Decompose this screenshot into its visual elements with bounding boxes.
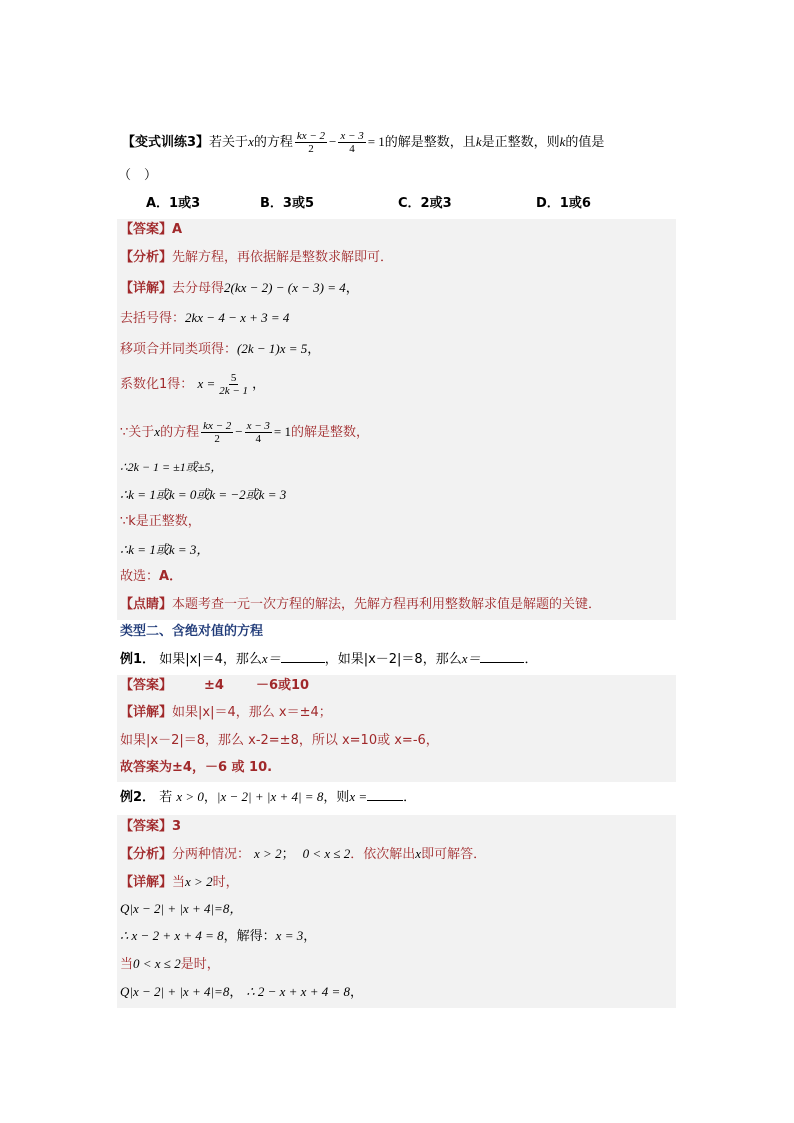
fraction: $\frac{kx - 2}{2}$ xyxy=(296,130,326,155)
blank[interactable] xyxy=(367,800,403,801)
detail-line: 【详解】去分母得2(kx − 2) − (x − 3) = 4， xyxy=(120,280,359,296)
answer-line: 【答案】A xyxy=(120,222,183,237)
fraction: $\frac{5}{2k - 1}$ xyxy=(219,372,249,397)
step-line: 移项合并同类项得：(2k − 1)x = 5， xyxy=(120,341,321,357)
fraction: $\frac{kx - 2}{2}$ xyxy=(203,420,232,445)
step-line: Q|x − 2| + |x + 4|=8， xyxy=(120,901,243,916)
blank[interactable] xyxy=(281,662,325,663)
detail-line: 故答案为±4，－6 或 10. xyxy=(120,760,273,775)
step-line: ∵k是正整数， xyxy=(120,514,201,529)
option-b: B．3或5 xyxy=(260,196,314,211)
blank[interactable] xyxy=(480,662,524,663)
detail-line: 如果|x－2|＝8，那么 x-2=±8，所以 x=10或 x=-6， xyxy=(120,733,439,748)
step-line: ∴k = 1或k = 3， xyxy=(120,542,210,557)
step-line: ∴ x − 2 + x + 4 = 8，解得：x = 3， xyxy=(120,928,317,944)
fraction: $\frac{x - 3}{4}$ xyxy=(340,130,364,155)
answer-paren: （ ） xyxy=(118,168,158,183)
example-2: 例2． 若 x > 0，|x − 2| + |x + 4| = 8，则x = ． xyxy=(120,789,417,805)
step-line: 当0 < x ≤ 2是时， xyxy=(120,956,220,972)
analysis-line: 【分析】分两种情况： x > 2； 0 < x ≤ 2．依次解出x即可解答． xyxy=(120,846,487,862)
step-line: ∴2k − 1 = ±1或±5， xyxy=(120,460,223,474)
step-line: Q|x − 2| + |x + 4|=8， ∴ 2 − x + x + 4 = 8， xyxy=(120,984,364,1000)
step-line: ∴k = 1或k = 0或k = −2或k = 3 xyxy=(120,487,287,502)
example-1: 例1． 如果|x|＝4，那么x＝ ，如果|x－2|＝8，那么x＝ ． xyxy=(120,651,538,667)
answer-line: 【答案】3 xyxy=(120,819,182,834)
choice-line: 故选：A． xyxy=(120,569,183,584)
option-c: C．2或3 xyxy=(398,196,452,211)
section-title: 类型二、含绝对值的方程 xyxy=(120,624,264,639)
analysis-line: 【分析】先解方程，再依据解是整数求解即可． xyxy=(120,250,394,265)
step-line: 系数化1得： x = $\frac{5}{2k - 1}$ ， xyxy=(120,372,266,397)
question-line: 【变式训练3】若关于x的方程 $\frac{kx - 2}{2}$ − $\frac{x - 3}{4}$ = 1的解是整数，且k是正整数，则k的值是 xyxy=(122,130,605,155)
question-tag: 【变式训练3】 xyxy=(122,135,210,150)
step-line: 去括号得：2kx − 4 − x + 3 = 4 xyxy=(120,310,290,326)
comment-line: 【点睛】本题考查一元一次方程的解法，先解方程再利用整数解求值是解题的关键． xyxy=(120,597,602,612)
option-d: D．1或6 xyxy=(536,196,591,211)
detail-line: 【详解】当x > 2时， xyxy=(120,874,239,890)
fraction: $\frac{x - 3}{4}$ xyxy=(246,420,270,445)
option-a: A．1或3 xyxy=(146,196,201,211)
answer-line: 【答案】 ±4 －6或10 xyxy=(120,678,310,693)
detail-line: 【详解】如果|x|＝4，那么 x＝±4； xyxy=(120,705,332,720)
step-line: ∵关于x的方程 $\frac{kx - 2}{2}$ − $\frac{x - 3}{4}$ = 1的解是整数， xyxy=(120,420,370,445)
